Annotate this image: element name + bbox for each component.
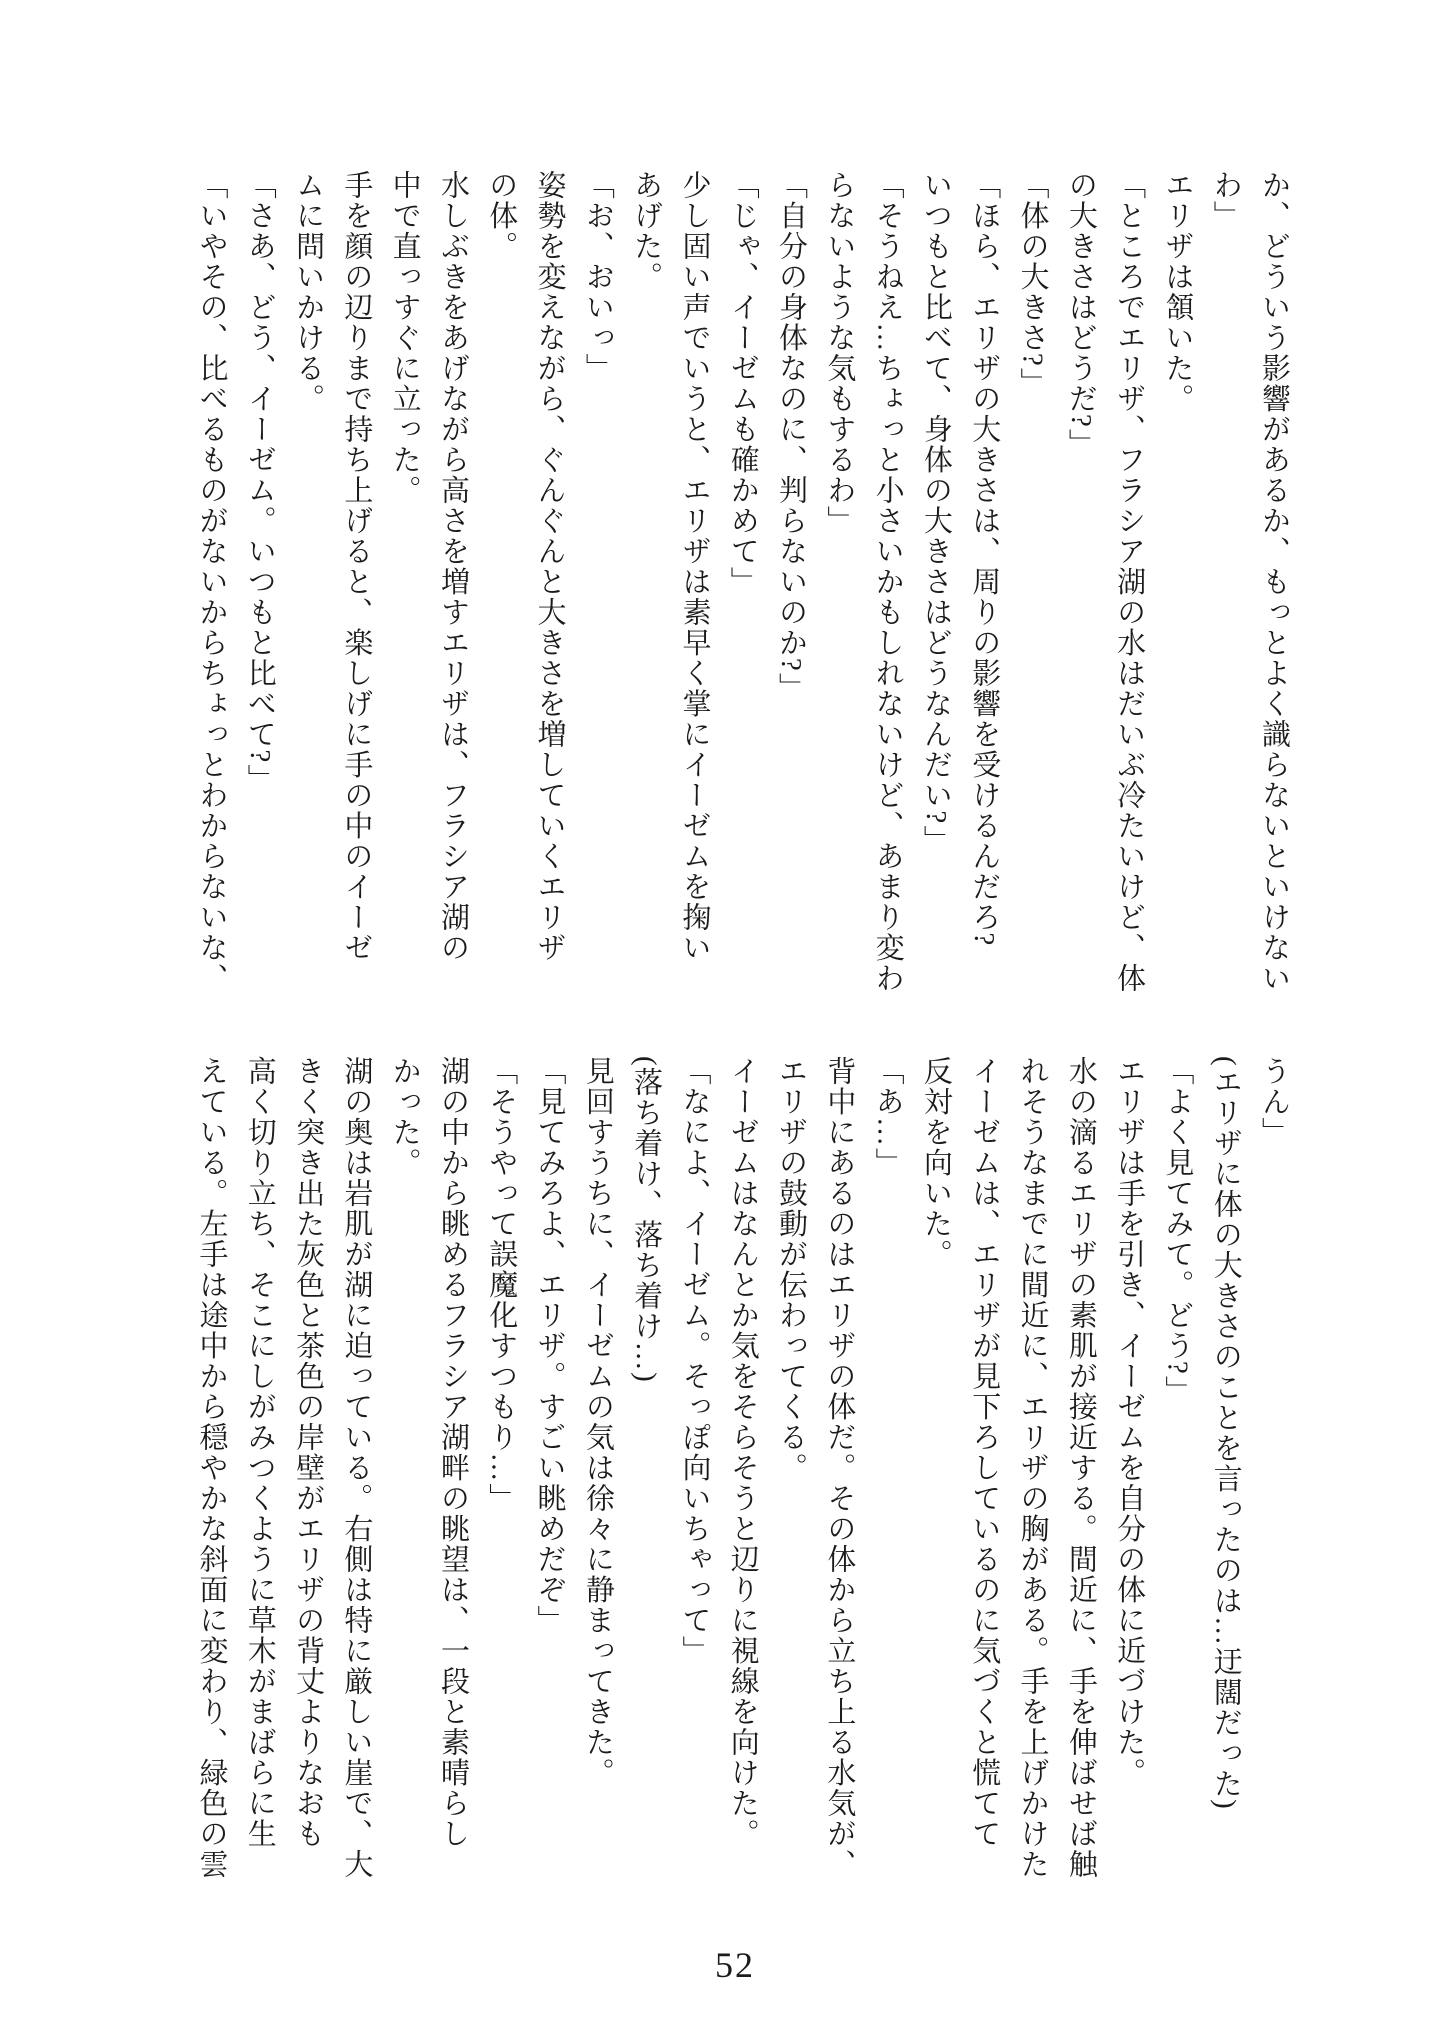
- text-line: 「いやその、比べるものがないからちょっとわからないな、: [195, 170, 228, 994]
- text-line: 「ほら、エリザの大きさは、周りの影響を受けるんだろ?: [968, 170, 1001, 947]
- text-line: か、どういう影響があるか、もっとよく識らないといけない: [1258, 170, 1290, 994]
- text-line: 湖の奥は岩肌が湖に迫っている。右側は特に厳しい崖で、大: [340, 1056, 373, 1880]
- text-line: 「体の大きさ?」: [1016, 170, 1049, 398]
- text-line: あげた。: [630, 170, 663, 292]
- page-number: 52: [715, 1945, 755, 1985]
- text-line: エリザは手を引き、イーゼムを自分の体に近づけた。: [1113, 1056, 1146, 1788]
- text-line: れそうなまでに間近に、エリザの胸がある。手を上げかけた: [1016, 1056, 1049, 1880]
- text-line: 水の滴るエリザの素肌が接近する。間近に、手を伸ばせば触: [1064, 1056, 1097, 1880]
- text-line: 「なによ、イーゼム。そっぽ向いちゃって」: [678, 1056, 711, 1666]
- text-line: 「そうやって誤魔化すつもり…」: [485, 1056, 518, 1514]
- text-line: かった。: [388, 1056, 421, 1178]
- text-line: 水しぶきをあげながら高さを増すエリザは、フラシア湖の: [436, 170, 469, 963]
- text-line: らないような気もするわ」: [823, 170, 856, 536]
- text-line: 反対を向いた。: [919, 1056, 952, 1270]
- text-line: ムに問いかける。: [292, 170, 325, 414]
- text-line: 「そうねえ…ちょっと小さいかもしれないけど、あまり変わ: [871, 170, 904, 994]
- text-line: (落ち着け、落ち着け…): [630, 1056, 663, 1384]
- text-line: 見回すうちに、イーゼムの気は徐々に静まってきた。: [581, 1056, 614, 1788]
- text-line: の大きさはどうだ?」: [1064, 170, 1097, 459]
- text-line: 姿勢を変えながら、ぐんぐんと大きさを増していくエリザ: [533, 170, 566, 963]
- text-block-bottom: [187, 1056, 1298, 1882]
- text-line: 湖の中から眺めるフラシア湖畔の眺望は、一段と素晴らし: [436, 1056, 469, 1849]
- text-line: えている。左手は途中から穏やかな斜面に変わり、緑色の雲: [195, 1056, 228, 1880]
- text-line: きく突き出た灰色と茶色の岸壁がエリザの背丈よりなおも: [292, 1056, 325, 1849]
- text-line: の体。: [485, 170, 518, 262]
- text-line: (エリザに体の大きさのことを言ったのは…迂闊だった): [1209, 1056, 1242, 1811]
- text-line: 中で直っすぐに立った。: [388, 170, 421, 506]
- text-line: イーゼムは、エリザが見下ろしているのに気づくと慌てて: [968, 1056, 1001, 1849]
- text-line: エリザの鼓動が伝わってくる。: [775, 1056, 808, 1483]
- text-line: 少し固い声でいうと、エリザは素早く掌にイーゼムを掬い: [678, 170, 711, 963]
- text-line: 「自分の身体なのに、判らないのか?」: [775, 170, 808, 703]
- text-line: 「よく見てみて。どう?」: [1161, 1056, 1194, 1406]
- text-line: 高く切り立ち、そこにしがみつくように草木がまばらに生: [243, 1056, 276, 1849]
- text-line: 「さあ、どう、イーゼム。いつもと比べて?」: [243, 170, 276, 795]
- text-line: 背中にあるのはエリザの体だ。その体から立ち上る水気が、: [823, 1056, 856, 1880]
- text-line: エリザは頷いた。: [1161, 170, 1194, 414]
- text-line: わ」: [1209, 170, 1242, 231]
- text-line: 手を顔の辺りまで持ち上げると、楽しげに手の中のイーゼ: [340, 170, 373, 963]
- text-block-top: [187, 170, 1298, 996]
- text-line: うん」: [1258, 1056, 1290, 1148]
- text-line: イーゼムはなんとか気をそらそうと辺りに視線を向けた。: [726, 1056, 759, 1849]
- text-line: いつもと比べて、身体の大きさはどうなんだい?」: [919, 170, 952, 856]
- text-line: 「ところでエリザ、フラシア湖の水はだいぶ冷たいけど、体: [1113, 170, 1146, 994]
- text-line: 「じゃ、イーゼムも確かめて」: [726, 170, 759, 597]
- text-line: 「お、おいっ」: [581, 170, 614, 384]
- text-line: 「見てみろよ、エリザ。すごい眺めだぞ」: [533, 1056, 566, 1636]
- text-line: 「あ…」: [871, 1056, 904, 1178]
